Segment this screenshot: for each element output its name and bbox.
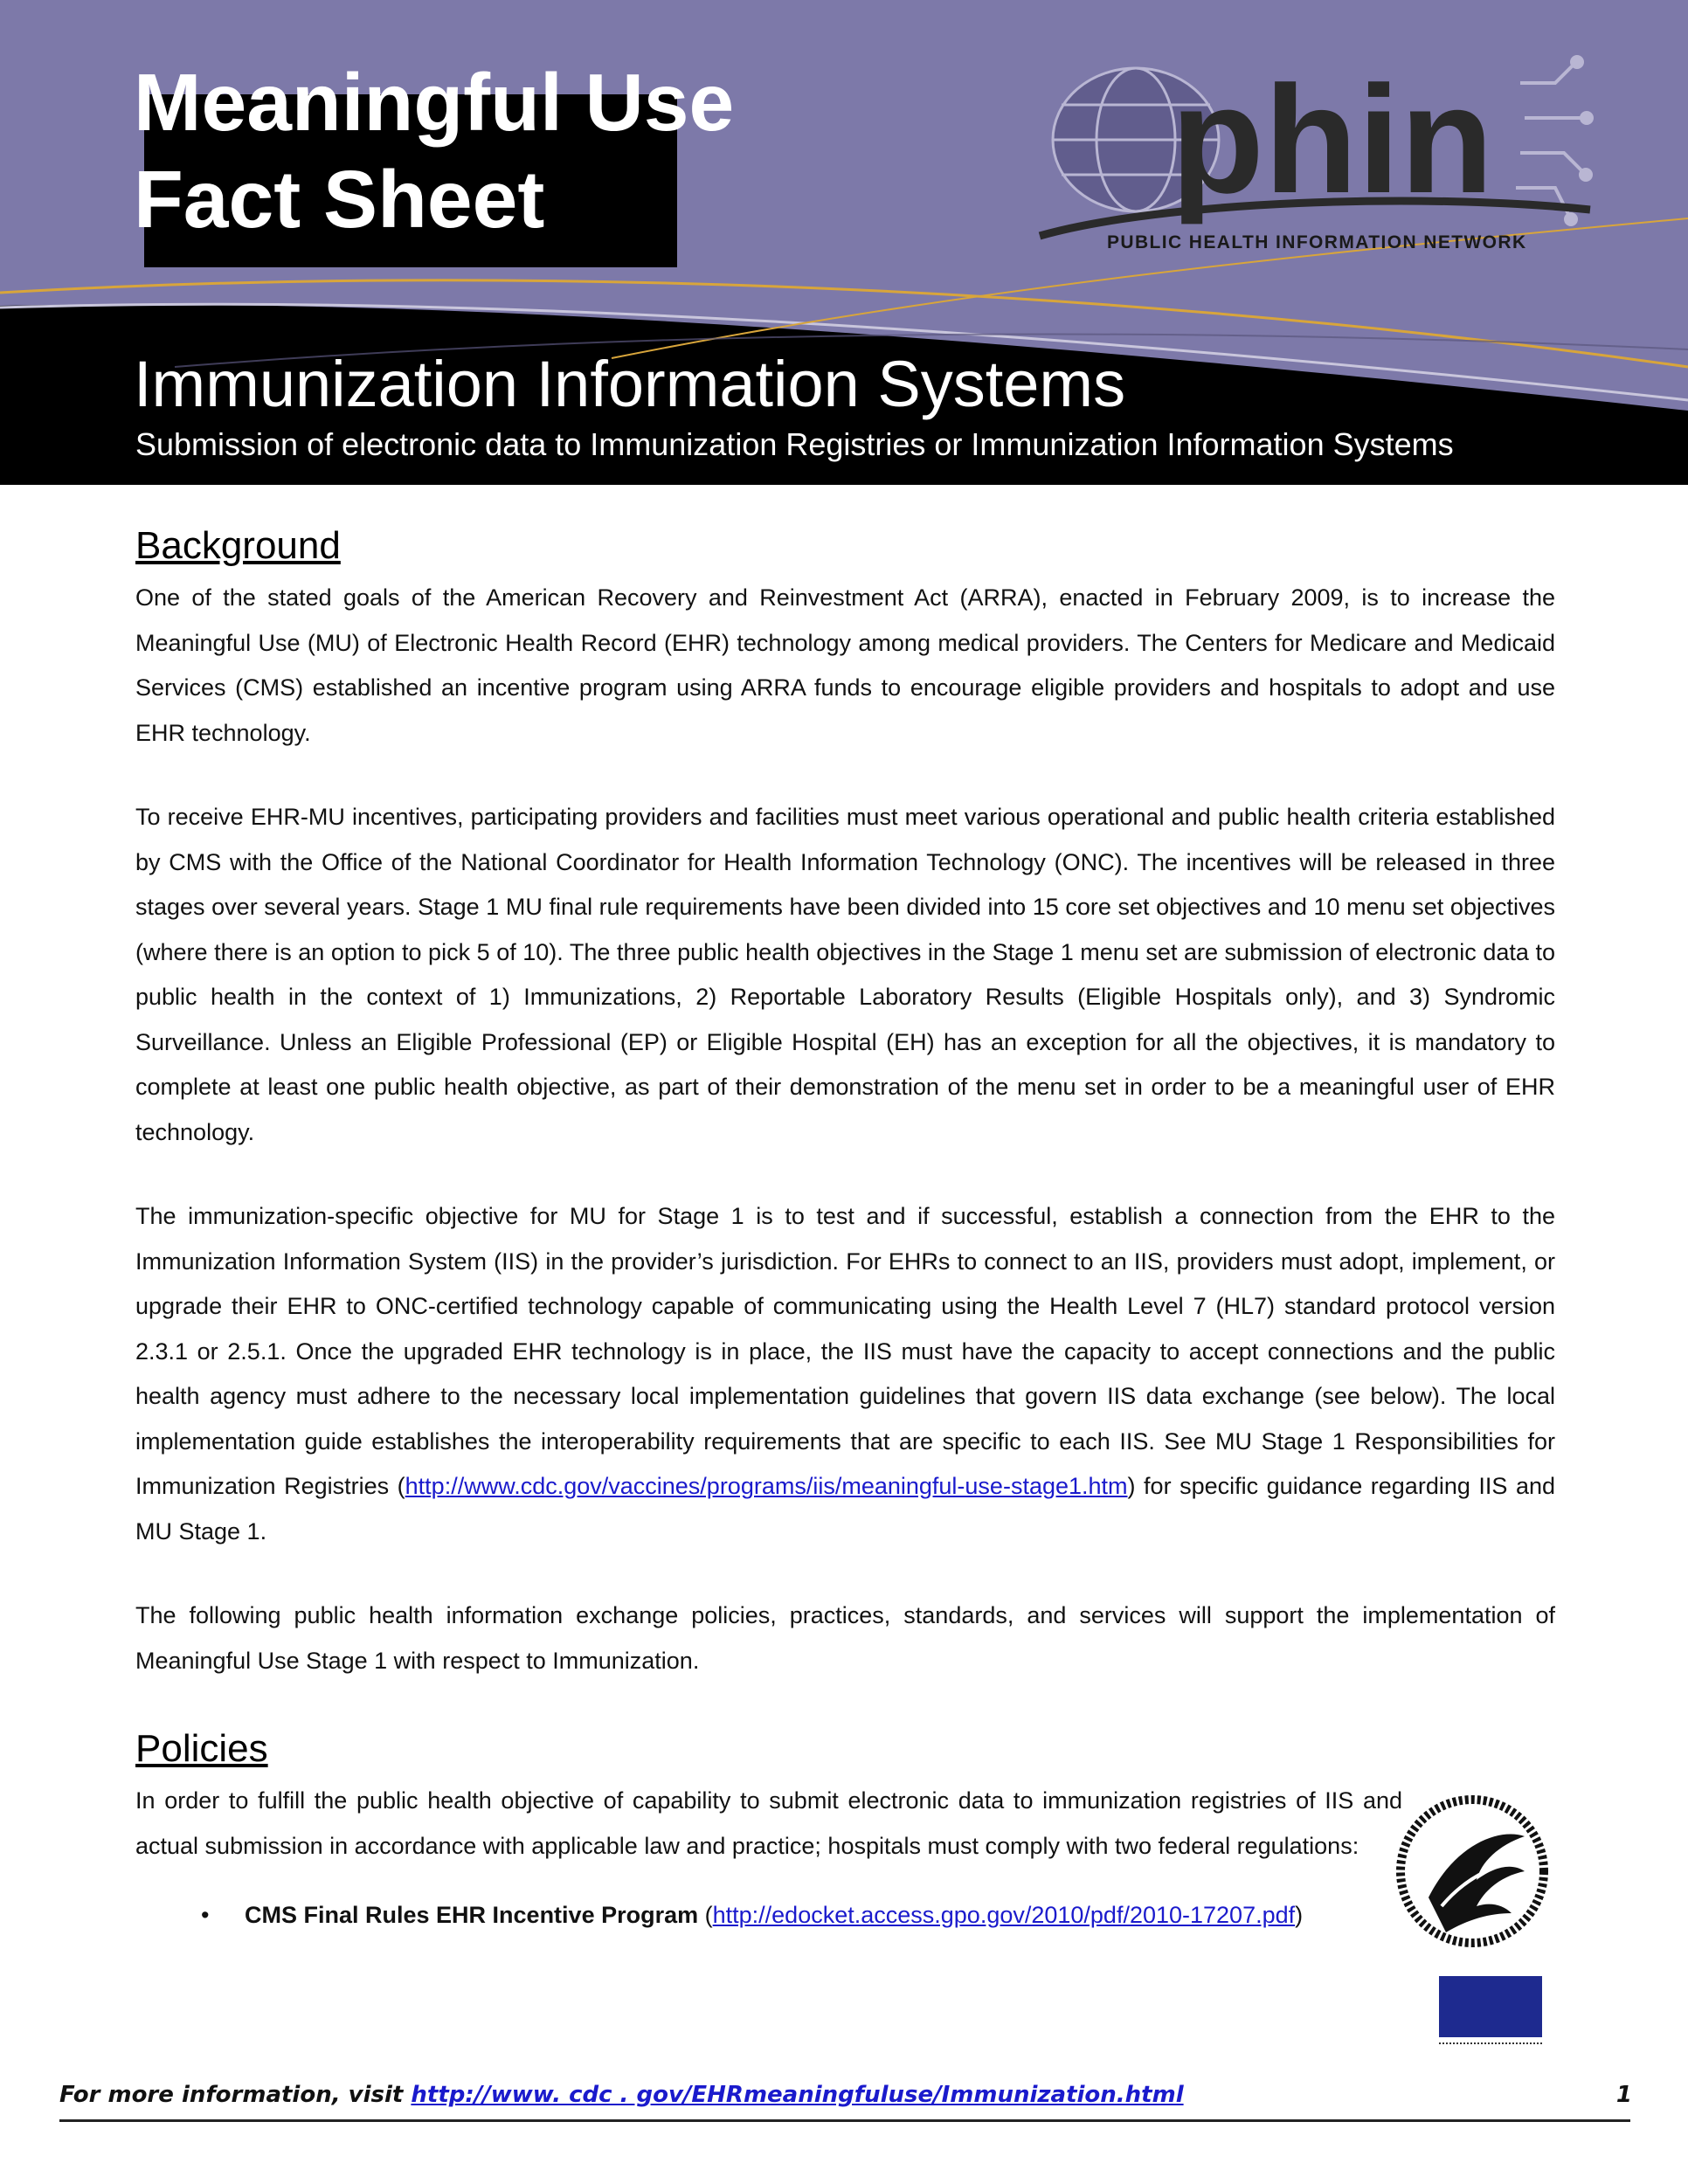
bullet-open-paren: ( bbox=[698, 1902, 713, 1928]
bullet-title: CMS Final Rules EHR Incentive Program bbox=[245, 1902, 699, 1928]
title-line-1: Meaningful Use bbox=[134, 57, 735, 148]
system-title: Immunization Information Systems bbox=[134, 348, 1126, 420]
title-line-2: Fact Sheet bbox=[134, 154, 545, 245]
cdc-logo bbox=[1439, 1976, 1542, 2037]
policies-paragraph: In order to fulfill the public health objective of capability to submit electronic data to immunization registries of IIS and actual submission in accordance with applicable law and practice; hospitals must comply with two federal regulations: bbox=[135, 1787, 1402, 1859]
bullet-close-paren: ) bbox=[1295, 1902, 1304, 1928]
circuit-icon bbox=[1516, 57, 1592, 225]
paragraph-3-text-start: The immunization-specific objective for MU for Stage 1 is to test and if successful, establish a connection from the EHR to the Immunization Information System (IIS) in the provider’s jurisdiction. For EHRs to connect to an IIS, providers must adopt, implement, or upgrade their EHR to ONC-certified technology capable of communicating using the Health Level 7 (HL7) standard protocol version 2.3.1 or 2.5.1. Once the upgraded EHR technology is in place, the IIS must have the capacity to accept connections and the public health agency must adhere to the necessary local implementation guidelines that govern IIS data exchange (see below). The local implementation guide establishes the interoperability requirements that are specific to each IIS. See MU Stage 1 Responsibilities for Immunization Registries ( bbox=[135, 1203, 1555, 1499]
system-subtitle: Submission of electronic data to Immunization Registries or Immunization Information Systems bbox=[135, 426, 1454, 462]
hhs-seal-icon bbox=[1394, 1793, 1551, 1950]
header-banner bbox=[0, 0, 1688, 485]
background-heading: Background bbox=[135, 524, 341, 567]
bullet-marker: • bbox=[201, 1902, 210, 1928]
page-number: 1 bbox=[1615, 2082, 1632, 2108]
footer-divider bbox=[59, 2119, 1630, 2122]
main-content bbox=[135, 520, 1555, 1938]
mu-stage1-link[interactable]: http://www.cdc.gov/vaccines/programs/iis/meaningful-use-stage1.htm bbox=[405, 1473, 1128, 1499]
page-title bbox=[134, 54, 734, 248]
background-paragraph-1: One of the stated goals of the American Recovery and Reinvestment Act (ARRA), enacted in February 2009, is to increase the Meaningful Use (MU) of Electronic Health Record (EHR) technology among medical providers. The Centers for Medicare and Medicaid Services (CMS) established an incentive program using ARRA funds to encourage eligible providers and hospitals to adopt and use EHR technology. bbox=[135, 584, 1555, 746]
footer-link[interactable]: http://www. cdc . gov/EHRmeaningfuluse/Immunization.html bbox=[411, 2082, 1184, 2108]
page-footer bbox=[59, 2079, 1632, 2111]
logo-wordmark: phin bbox=[1171, 55, 1494, 225]
logo-tagline: PUBLIC HEALTH INFORMATION NETWORK bbox=[1107, 232, 1527, 252]
background-paragraph-2: To receive EHR-MU incentives, participating providers and facilities must meet various operational and public health criteria established by CMS with the Office of the National Coordinator for Health Information Technology (ONC). The incentives will be released in three stages over several years. Stage 1 MU final rule requirements have been divided into 15 core set objectives and 10 menu set objectives (where there is an option to pick 5 of 10). The three public health objectives in the Stage 1 menu set are submission of electronic data to public health in the context of 1) Immunizations, 2) Reportable Laboratory Results (Eligible Hospitals only), and 3) Syndromic Surveillance. Unless an Eligible Professional (EP) or Eligible Hospital (EH) has an exception for all the objectives, it is mandatory to complete at least one public health objective, as part of their demonstration of the menu set in order to be a meaningful user of EHR technology. bbox=[135, 804, 1555, 1145]
background-paragraph-4: The following public health information exchange policies, practices, standards, and services will support the implementation of Meaningful Use Stage 1 with respect to Immunization. bbox=[135, 1602, 1555, 1674]
paragraph-3-text-end: ) for specific guidance regarding IIS and MU Stage 1. bbox=[135, 1473, 1555, 1545]
policies-section bbox=[135, 1723, 1555, 1938]
list-item bbox=[201, 1893, 1555, 1938]
policies-heading: Policies bbox=[135, 1727, 268, 1770]
cdc-logo-caption bbox=[1439, 2042, 1542, 2048]
cms-final-rules-link[interactable]: http://edocket.access.gpo.gov/2010/pdf/2010-17207.pdf bbox=[712, 1902, 1296, 1928]
footer-prefix: For more information, visit bbox=[59, 2082, 412, 2108]
background-paragraph-3 bbox=[135, 1194, 1555, 1554]
